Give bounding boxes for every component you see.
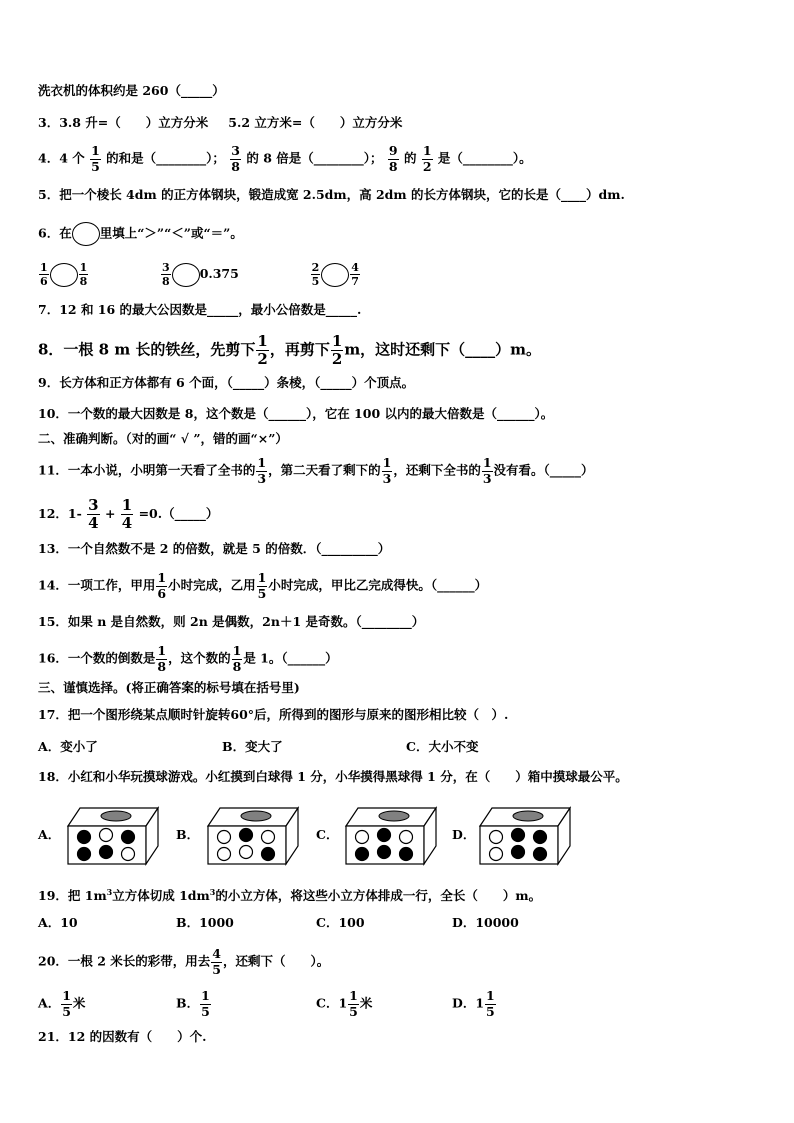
black-ball bbox=[240, 829, 253, 842]
black-ball bbox=[400, 848, 413, 861]
compare-circle[interactable] bbox=[72, 222, 100, 246]
q19-option-b[interactable]: B．1000 bbox=[176, 915, 234, 930]
fraction-9-8: $\frac{9}{8}$ bbox=[388, 143, 398, 174]
q18: 18．小红和小华玩摸球游戏。小红摸到白球得 1 分，小华摸得黑球得 1 分，在（ ）箱中摸球最公平。 bbox=[38, 769, 628, 784]
q10: 10．一个数的最大因数是 8，这个数是（______），它在 100 以内的最大倍数是（______）。 bbox=[38, 406, 554, 421]
ball-box-c bbox=[344, 806, 438, 866]
box-opening bbox=[241, 811, 271, 821]
compare-circle[interactable] bbox=[172, 263, 200, 287]
black-ball bbox=[378, 829, 391, 842]
q14-text: 14．一项工作，甲用 bbox=[38, 577, 156, 593]
fraction-1-8: $\frac{1}{8}$ bbox=[157, 643, 167, 674]
fraction-1-5: $\frac{1}{5}$ bbox=[257, 570, 267, 601]
white-ball bbox=[400, 831, 413, 844]
q15: 15．如果 n 是自然数，则 2n 是偶数，2n＋1 是奇数。（________） bbox=[38, 614, 425, 629]
white-ball bbox=[356, 831, 369, 844]
black-ball bbox=[512, 829, 525, 842]
fraction-1-8: $\frac{1}{8}$ bbox=[79, 261, 88, 288]
q9: 9．长方体和正方体都有 6 个面，（_____）条棱，（_____）个顶点。 bbox=[38, 375, 415, 390]
q4-text: 是（________）。 bbox=[437, 150, 532, 166]
decimal-value: 0.375 bbox=[199, 266, 239, 281]
ball-box-d bbox=[478, 806, 572, 866]
superscript: 3 bbox=[106, 887, 113, 897]
unit-mi: 米 bbox=[72, 995, 86, 1011]
q12-text: 12．1- bbox=[38, 506, 82, 521]
white-ball bbox=[218, 831, 231, 844]
q19-text: 19．把 1m bbox=[38, 888, 107, 904]
black-ball bbox=[78, 848, 91, 861]
white-ball bbox=[240, 846, 253, 859]
compare-circle[interactable] bbox=[50, 263, 78, 287]
q20-option-d[interactable] bbox=[452, 990, 497, 1018]
fraction-1-8: $\frac{1}{8}$ bbox=[232, 643, 242, 674]
q18-option-c[interactable]: C． bbox=[316, 827, 339, 842]
q16-text: ，这个数的 bbox=[168, 650, 231, 666]
compare-circle[interactable] bbox=[321, 263, 349, 287]
fraction-3-4: $\frac{3}{4}$ bbox=[88, 496, 99, 532]
white-ball bbox=[218, 848, 231, 861]
q6-text: 6．在 bbox=[38, 225, 72, 241]
q14 bbox=[38, 572, 487, 600]
q4 bbox=[38, 145, 532, 173]
q12-text: =0.（_____） bbox=[138, 506, 219, 521]
q18-option-a[interactable]: A． bbox=[38, 827, 61, 842]
q11-text: 没有看。（_____） bbox=[493, 462, 594, 478]
black-ball bbox=[378, 846, 391, 859]
q11 bbox=[38, 457, 594, 485]
q5: 5．把一个棱长 4dm 的正方体钢块，锻造成宽 2.5dm，高 2dm 的长方体钢块，它的长是（____）dm. bbox=[38, 187, 625, 202]
unit-mi: 米 bbox=[359, 995, 373, 1011]
option-label: B． bbox=[176, 995, 200, 1011]
fraction-4-5: $\frac{4}{5}$ bbox=[212, 946, 221, 977]
option-label: A． bbox=[38, 995, 61, 1011]
q4-text: 的 bbox=[403, 150, 417, 166]
black-ball bbox=[356, 848, 369, 861]
q19-text: 立方体切成 1dm bbox=[112, 888, 210, 904]
q11-text: ，第二天看了剩下的 bbox=[268, 462, 381, 478]
q11-text: ，还剩下全书的 bbox=[393, 462, 481, 478]
fraction-1-4: $\frac{1}{4}$ bbox=[121, 496, 133, 532]
box-opening bbox=[513, 811, 543, 821]
q19-text: 的小立方体，将这些小立方体排成一行，全长（ ）m。 bbox=[215, 888, 542, 904]
q19-option-d[interactable]: D．10000 bbox=[452, 915, 519, 930]
q3-part-a: 3．3.8 升=（ ）立方分米 bbox=[38, 115, 209, 130]
option-label: C．1 bbox=[316, 995, 348, 1011]
q14-text: 小时完成，甲比乙完成得快。（______） bbox=[268, 577, 488, 593]
q18-option-b[interactable]: B． bbox=[176, 827, 200, 842]
q20-option-b[interactable] bbox=[176, 990, 212, 1018]
box-opening bbox=[379, 811, 409, 821]
q16 bbox=[38, 645, 338, 673]
box-opening bbox=[101, 811, 131, 821]
fraction-1-2: $\frac{1}{2}$ bbox=[257, 332, 268, 368]
q8-text: ，再剪下 bbox=[269, 340, 330, 359]
white-ball bbox=[122, 848, 135, 861]
section-3-heading: 三、谨慎选择。(将正确答案的标号填在括号里) bbox=[38, 680, 300, 695]
black-ball bbox=[100, 846, 113, 859]
black-ball bbox=[534, 831, 547, 844]
q4-text: 的 8 倍是（________）； bbox=[246, 150, 383, 166]
q19-option-c[interactable]: C．100 bbox=[316, 915, 365, 930]
fraction-3-8: $\frac{3}{8}$ bbox=[162, 261, 170, 288]
q12-text: + bbox=[104, 506, 116, 521]
black-ball bbox=[78, 831, 91, 844]
fraction-2-5: $\frac{2}{5}$ bbox=[311, 261, 320, 288]
black-ball bbox=[122, 831, 135, 844]
fraction-1-2: $\frac{1}{2}$ bbox=[422, 143, 432, 174]
white-ball bbox=[100, 829, 113, 842]
q20-text: 20．一根 2 米长的彩带，用去 bbox=[38, 953, 211, 969]
q17-option-b[interactable]: B．变大了 bbox=[222, 739, 283, 754]
q11-text: 11．一本小说，小明第一天看了全书的 bbox=[38, 462, 256, 478]
q16-text: 16．一个数的倒数是 bbox=[38, 650, 156, 666]
q20-text: ，还剩下（ ）。 bbox=[223, 953, 330, 969]
fraction-1-5: $\frac{1}{5}$ bbox=[91, 143, 100, 174]
q8-text: 8．一根 8 m 长的铁丝，先剪下 bbox=[38, 340, 256, 359]
q8-text: m，这时还剩下（____）m。 bbox=[344, 340, 542, 359]
white-ball bbox=[490, 831, 503, 844]
q19-option-a[interactable]: A．10 bbox=[38, 915, 78, 930]
q3-part-b: 5.2 立方米=（ ）立方分米 bbox=[228, 115, 403, 130]
white-ball bbox=[490, 848, 503, 861]
section-2-heading: 二、准确判断。（对的画“ √ ”，错的画“×”） bbox=[38, 431, 288, 446]
fraction-1-5: $\frac{1}{5}$ bbox=[201, 988, 210, 1019]
fraction-1-3: $\frac{1}{3}$ bbox=[382, 455, 392, 486]
q4-text: 的和是（________）； bbox=[106, 150, 225, 166]
q18-option-d[interactable]: D． bbox=[452, 827, 476, 842]
q2-tail: 洗衣机的体积约是 260（_____） bbox=[38, 83, 225, 98]
black-ball bbox=[534, 848, 547, 861]
q7: 7．12 和 16 的最大公因数是_____，最小公倍数是_____. bbox=[38, 302, 362, 317]
q14-text: 小时完成，乙用 bbox=[168, 577, 256, 593]
q13: 13．一个自然数不是 2 的倍数，就是 5 的倍数．（_________） bbox=[38, 541, 391, 556]
ball-box-a bbox=[66, 806, 160, 866]
q20-option-a[interactable] bbox=[38, 990, 85, 1018]
q17-option-c[interactable]: C．大小不变 bbox=[406, 739, 479, 754]
q12 bbox=[38, 498, 218, 531]
q4-text: 4．4 个 bbox=[38, 150, 85, 166]
black-ball bbox=[262, 848, 275, 861]
q17-option-a[interactable]: A．变小了 bbox=[38, 739, 98, 754]
fraction-1-3: $\frac{1}{3}$ bbox=[257, 455, 267, 486]
fraction-1-6: $\frac{1}{6}$ bbox=[40, 261, 48, 288]
black-ball bbox=[512, 846, 525, 859]
q3 bbox=[38, 113, 402, 133]
q16-text: 是 1。（______） bbox=[243, 650, 338, 666]
q19 bbox=[38, 882, 541, 906]
q6-text: 里填上“＞”“＜”或“＝”。 bbox=[99, 225, 243, 241]
fraction-1-3: $\frac{1}{3}$ bbox=[482, 455, 492, 486]
q6-items bbox=[38, 262, 361, 287]
fraction-1-6: $\frac{1}{6}$ bbox=[157, 570, 167, 601]
superscript: 3 bbox=[209, 887, 216, 897]
fraction-1-2: $\frac{1}{2}$ bbox=[331, 332, 343, 368]
q21: 21．12 的因数有（ ）个. bbox=[38, 1029, 207, 1044]
fraction-3-8: $\frac{3}{8}$ bbox=[231, 143, 240, 174]
ball-box-b bbox=[206, 806, 300, 866]
q6 bbox=[38, 222, 243, 246]
fraction-1-5: $\frac{1}{5}$ bbox=[62, 988, 71, 1019]
fraction-1-5: $\frac{1}{5}$ bbox=[349, 988, 358, 1019]
fraction-1-5: $\frac{1}{5}$ bbox=[486, 988, 495, 1019]
fraction-4-7: $\frac{4}{7}$ bbox=[351, 261, 359, 288]
q20-option-c[interactable] bbox=[316, 990, 372, 1018]
q17: 17．把一个图形绕某点顺时针旋转60°后，所得到的图形与原来的图形相比较（ ）. bbox=[38, 707, 509, 722]
q8 bbox=[38, 334, 541, 367]
q20 bbox=[38, 948, 329, 976]
option-label: D．1 bbox=[452, 995, 485, 1011]
white-ball bbox=[262, 831, 275, 844]
